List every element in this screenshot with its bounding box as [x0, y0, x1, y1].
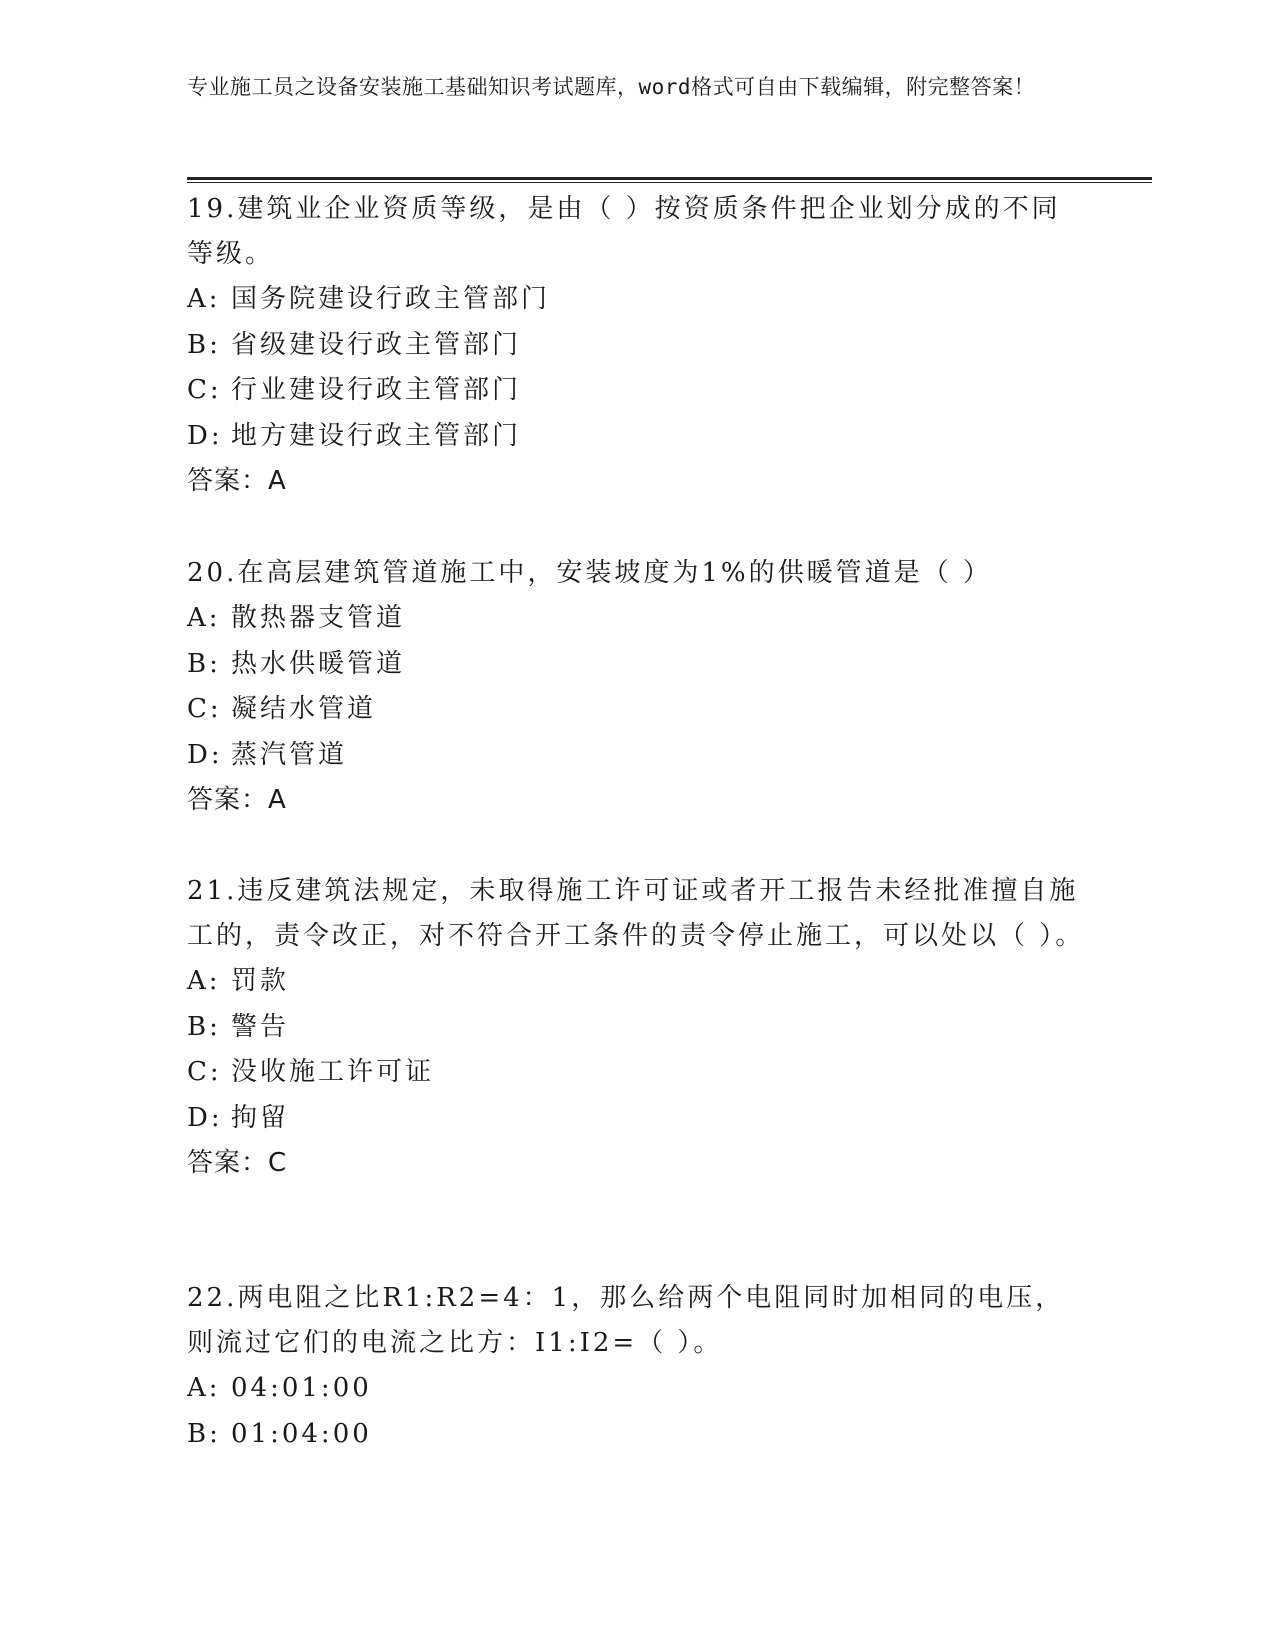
option-b — [187, 1005, 1087, 1051]
option-text: 04:01:00 — [231, 1373, 372, 1403]
option-label: B: — [187, 329, 221, 360]
question-stem: 20.在高层建筑管道施工中，安装坡度为1%的供暖管道是（ ） — [187, 558, 992, 588]
option-c — [187, 687, 1087, 733]
question-22 — [187, 1276, 1087, 1457]
document-header: 专业施工员之设备安装施工基础知识考试题库，word格式可自由下载编辑，附完整答案！ — [187, 75, 1036, 99]
option-c — [187, 368, 1087, 414]
option-text: 没收施工许可证 — [231, 1057, 435, 1087]
option-text: 行业建设行政主管部门 — [231, 375, 522, 405]
option-label: B: — [187, 1011, 221, 1042]
header-divider-thin — [187, 182, 1152, 183]
header-divider-thick — [187, 177, 1152, 180]
option-label: C: — [187, 1057, 222, 1087]
option-label: D: — [187, 420, 223, 451]
question-20 — [187, 551, 1087, 823]
option-text: 地方建设行政主管部门 — [231, 420, 522, 451]
question-stem: 22.两电阻之比R1:R2=4：1，那么给两个电阻同时加相同的电压，则流过它们的电流之比方：I1:I2=（ ）。 — [187, 1283, 1065, 1358]
option-a — [187, 277, 1087, 323]
option-text: 罚款 — [231, 966, 290, 996]
question-stem: 21.违反建筑法规定，未取得施工许可证或者开工报告未经批准擅自施工的，责令改正，对不符合开工条件的责令停止施工，可以处以（ ）。 — [187, 876, 1085, 951]
option-text: 警告 — [231, 1011, 290, 1042]
option-text: 国务院建设行政主管部门 — [231, 284, 551, 314]
option-label: B: — [187, 648, 221, 679]
option-c — [187, 1050, 1087, 1096]
option-label: A: — [187, 966, 221, 996]
answer: 答案：A — [187, 466, 287, 496]
option-label: A: — [187, 603, 221, 633]
option-b — [187, 323, 1087, 369]
option-d — [187, 733, 1087, 779]
option-text: 省级建设行政主管部门 — [231, 329, 522, 360]
answer: 答案：C — [187, 1148, 288, 1178]
option-label: C: — [187, 375, 222, 405]
option-text: 蒸汽管道 — [231, 739, 348, 770]
option-d — [187, 414, 1087, 460]
option-b — [187, 642, 1087, 688]
option-a — [187, 1366, 1087, 1412]
question-19 — [187, 187, 1087, 504]
option-a — [187, 959, 1087, 1005]
option-label: B: — [187, 1418, 221, 1449]
option-b — [187, 1412, 1087, 1458]
option-text: 热水供暖管道 — [231, 648, 406, 679]
option-label: D: — [187, 739, 223, 770]
answer: 答案：A — [187, 785, 287, 815]
option-text: 拘留 — [231, 1102, 290, 1133]
option-a — [187, 596, 1087, 642]
question-21 — [187, 869, 1087, 1186]
option-label: A: — [187, 284, 221, 314]
option-text: 散热器支管道 — [231, 603, 406, 633]
option-label: C: — [187, 694, 222, 724]
option-text: 凝结水管道 — [231, 694, 377, 724]
option-label: D: — [187, 1102, 223, 1133]
option-d — [187, 1096, 1087, 1142]
option-text: 01:04:00 — [231, 1418, 372, 1449]
question-stem: 19.建筑业企业资质等级，是由（ ）按资质条件把企业划分成的不同等级。 — [187, 194, 1061, 269]
option-label: A: — [187, 1373, 221, 1403]
